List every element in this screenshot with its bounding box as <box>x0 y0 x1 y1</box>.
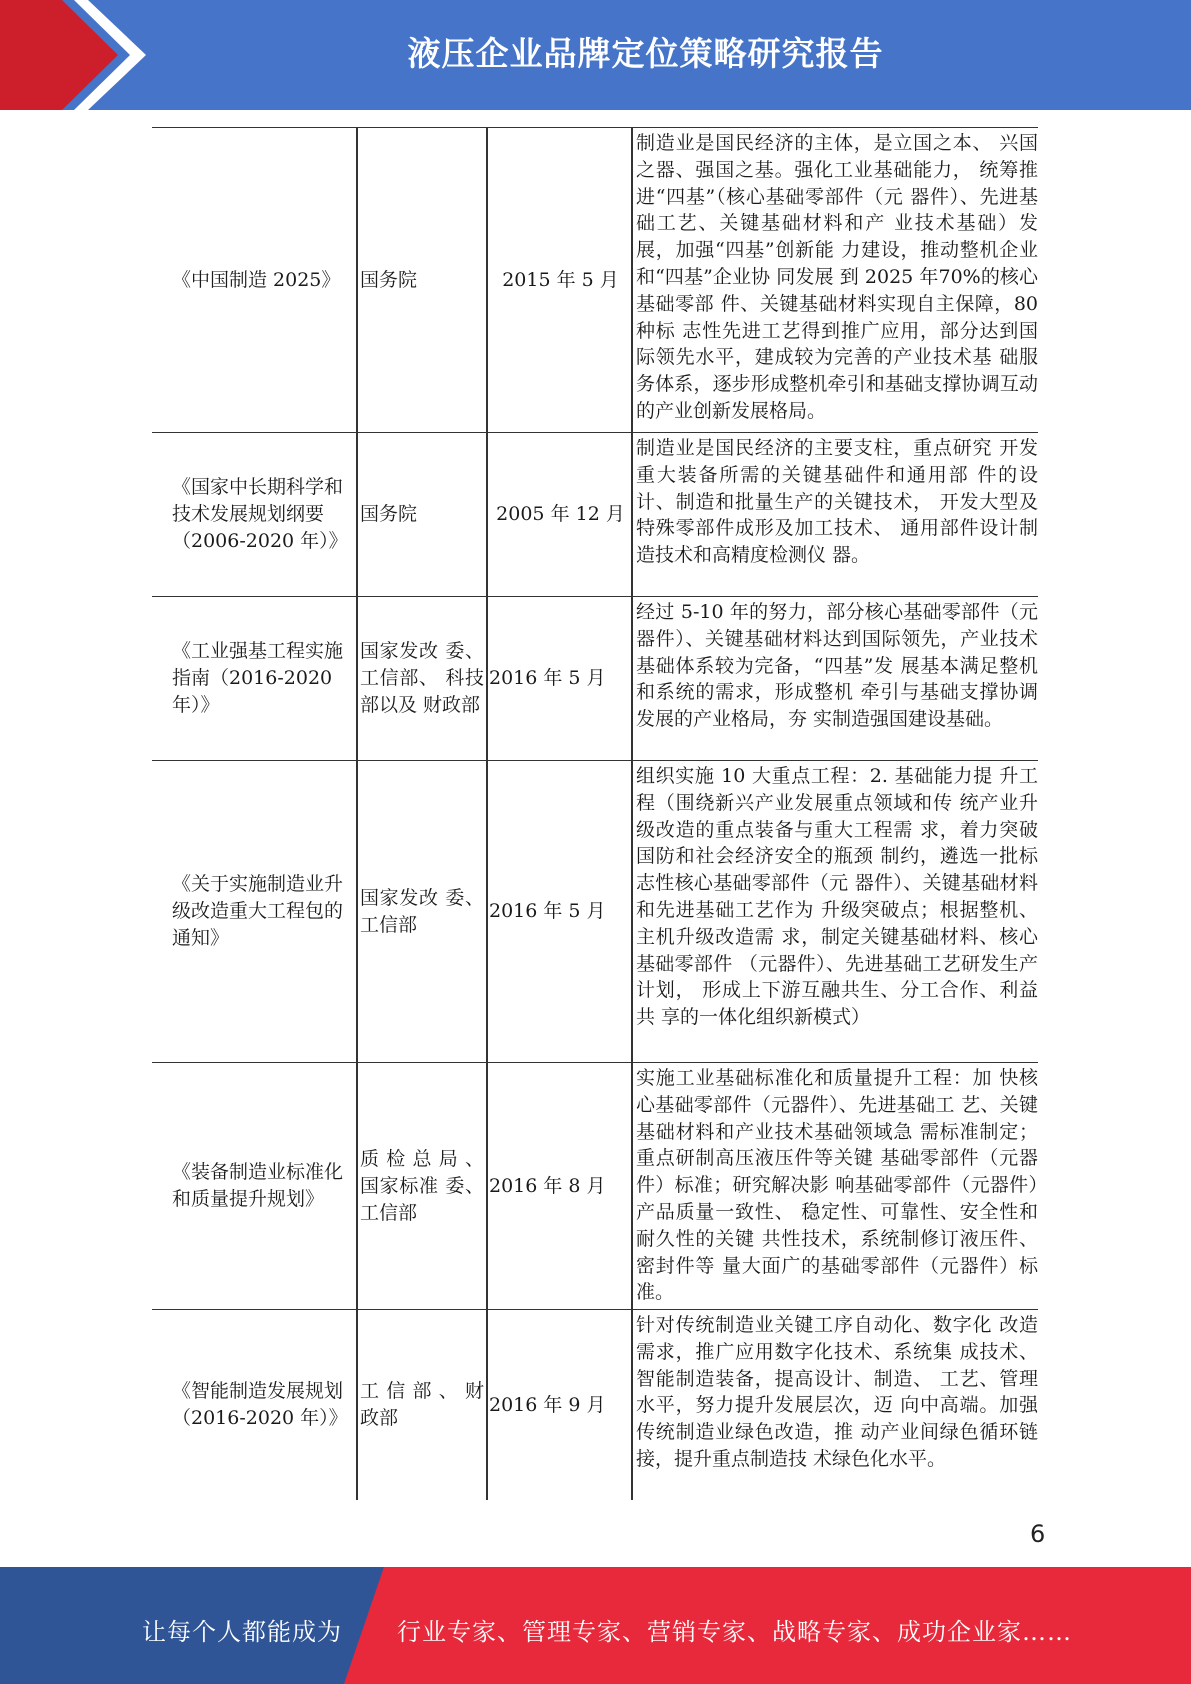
policy-content: 制造业是国民经济的主体，是立国之本、 兴国之器、强国之基。强化工业基础能力， 统筹推进“四基”（核心基础零部件（元 器件）、先进基础工艺、关键基础材料和产 业技术基础）发展，加强“四基”创新能 力建设，推动整机企业和“四基”企业协 同发展 到 2025 年70%的核心基础零部 件、关键基础材料实现自主保障，80 种标 志性先进工艺得到推广应用，部分达到国 际领先水平，建成较为完善的产业技术基 础服务体系，逐步形成整机牵引和基础支撑协调互动的产业创新发展格局。 <box>636 132 1038 422</box>
footer-slogan-left: 让每个人都能成为 <box>142 1618 342 1646</box>
policy-issuer: 国务院 <box>360 503 418 525</box>
policy-date: 2016 年 8 月 <box>489 1174 606 1197</box>
policy-content: 针对传统制造业关键工序自动化、数字化 改造需求，推广应用数字化技术、系统集 成技术、智能制造装备，提高设计、制造、 工艺、管理水平，努力提升发展层次，迈 向中高端。加强传统制造业绿色改造，推 动产业间绿色循环链接，提升重点制造技 术绿色化水平。 <box>636 1314 1038 1470</box>
policy-content: 实施工业基础标准化和质量提升工程：加 快核心基础零部件（元器件）、先进基础工 艺、关键基础材料和产业技术基础领域急 需标准制定；重点研制高压液压件等关键 基础零部件（元器件）标准；研究解决影 响基础零部件（元器件）产品质量一致性、 稳定性、可靠性、安全性和耐久性的关键 共性技术，系统制修订液压件、密封件等 量大面广的基础零部件（元器件）标准。 <box>636 1067 1038 1304</box>
table-row <box>152 127 1038 432</box>
policy-content: 组织实施 10 大重点工程：2. 基础能力提 升工程（围绕新兴产业发展重点领域和传 统产业升级改造的重点装备与重大工程需 求，着力突破国防和社会经济安全的瓶颈 制约，遴选一批标志性核心基础零部件（元 器件）、关键基础材料和先进基础工艺作为 升级突破点；根据整机、主机升级改造需 求，制定关键基础材料、核心基础零部件 （元器件）、先进基础工艺研发生产计划， 形成上下游互融共生、分工合作、利益共 享的一体化组织新模式） <box>636 765 1038 1029</box>
footer-slogan-right: 行业专家、管理专家、营销专家、战略专家、成功企业家…… <box>397 1618 1072 1646</box>
policy-date: 2016 年 5 月 <box>489 900 606 922</box>
policy-date: 2016 年 5 月 <box>489 667 606 689</box>
table-row <box>152 1309 1038 1500</box>
policy-issuer: 质 检 总 局 、国家标准 委、工信部 <box>360 1147 484 1224</box>
page-title: 液压企业品牌定位策略研究报告 <box>407 34 884 73</box>
policy-issuer: 工 信 部 、 财政部 <box>360 1380 484 1429</box>
policy-issuer: 国务院 <box>360 268 418 291</box>
policy-date: 2016 年 9 月 <box>489 1393 606 1416</box>
policy-name: 《国家中长期科学和技术发展规划纲要（2006-2020 年）》 <box>172 476 348 552</box>
policy-issuer: 国家发改 委、工信部 <box>360 886 484 936</box>
table-row <box>152 1062 1038 1309</box>
policy-name: 《关于实施制造业升级改造重大工程包的通知》 <box>172 873 344 949</box>
policy-name: 《工业强基工程实施指南（2016-2020 年）》 <box>172 640 344 716</box>
policy-content: 经过 5-10 年的努力，部分核心基础零部件（元器件）、关键基础材料达到国际领先，产业技术基础体系较为完备，“四基”发 展基本满足整机和系统的需求，形成整机 牵引与基础支撑协调发展的产业格局，夯 实制造强国建设基础。 <box>636 601 1038 731</box>
policy-content: 制造业是国民经济的主要支柱，重点研究 开发重大装备所需的关键基础件和通用部 件的设计、制造和批量生产的关键技术， 开发大型及特殊零部件成形及加工技术、 通用部件设计制造技术和高精度检测仪 器。 <box>636 437 1038 567</box>
page-footer <box>0 1567 1191 1684</box>
policy-table <box>152 127 1038 1500</box>
policy-date: 2015 年 5 月 <box>502 268 619 291</box>
policy-date: 2005 年 12 月 <box>496 503 625 525</box>
table-row <box>152 596 1038 760</box>
policy-issuer: 国家发改 委、工信部、 科技部以及 财政部 <box>360 640 484 716</box>
page-number: 6 <box>1030 1520 1046 1548</box>
policy-name: 《智能制造发展规划（2016-2020 年）》 <box>172 1380 348 1429</box>
policy-name: 《中国制造 2025》 <box>172 268 341 291</box>
table-row <box>152 760 1038 1062</box>
table-row <box>152 432 1038 596</box>
policy-name: 《装备制造业标准化和质量提升规划》 <box>172 1161 344 1210</box>
page-header <box>0 0 1191 110</box>
